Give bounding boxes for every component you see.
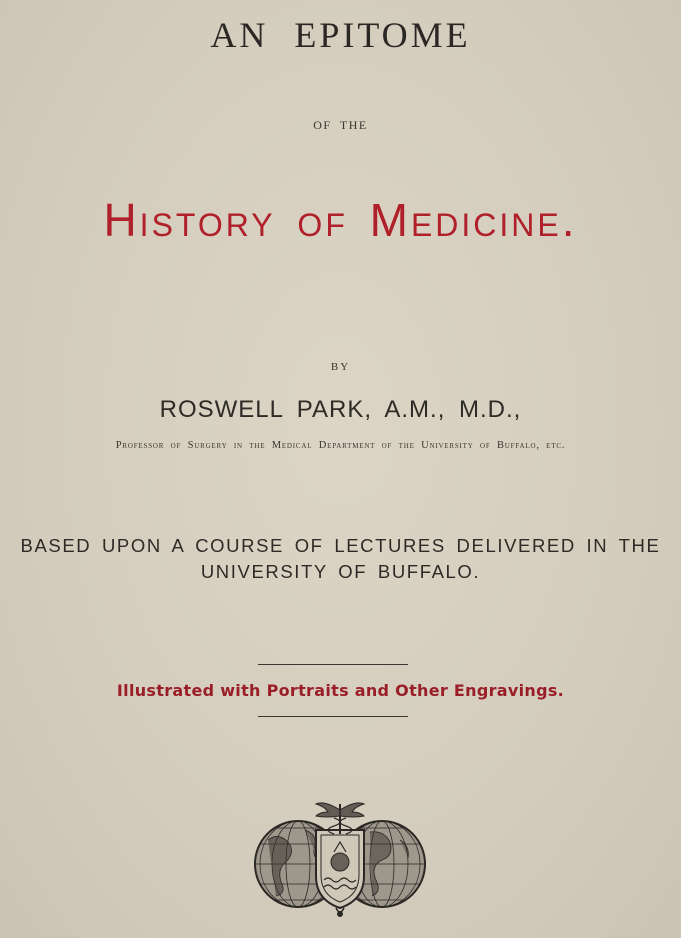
based-upon-line-1: BASED UPON A COURSE OF LECTURES DELIVERED IN THE (20, 535, 661, 556)
title-line-1: AN EPITOME (210, 15, 471, 55)
based-upon-text (0, 533, 681, 585)
title-line-2: OF THE (313, 118, 368, 132)
based-upon-line-2: UNIVERSITY OF BUFFALO. (200, 561, 481, 582)
divider-bottom (258, 716, 408, 717)
globes-and-caduceus-emblem-icon (250, 800, 430, 920)
author-name: ROSWELL PARK, A.M., M.D., (159, 396, 522, 423)
author-position: Professor of Surgery in the Medical Department of the University of Buffalo, etc. (115, 440, 566, 451)
by-line: BY (330, 361, 351, 373)
illustrated-note: Illustrated with Portraits and Other Engravings. (116, 681, 565, 700)
divider-top (258, 664, 408, 665)
main-title: History of Medicine. (103, 194, 578, 246)
